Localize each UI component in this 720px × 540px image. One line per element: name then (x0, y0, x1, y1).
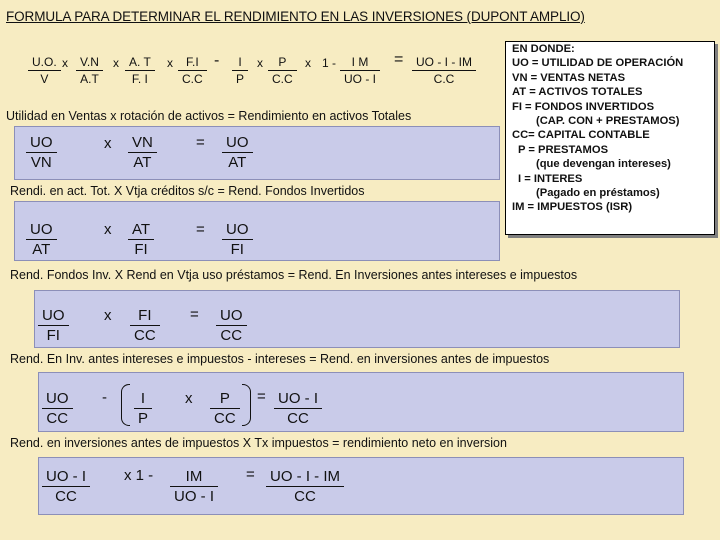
fraction-vn-at: $\frac{V.N}{A.T}$ (76, 54, 103, 87)
legend-line: FI = FONDOS INVERTIDOS (512, 100, 655, 113)
legend-line: (CAP. CON + PRESTAMOS) (536, 115, 680, 128)
equals-operator: = (196, 221, 205, 238)
legend-line: IM = IMPUESTOS (ISR) (512, 201, 633, 214)
equals-operator: = (190, 306, 199, 323)
times-operator: x (104, 307, 112, 324)
legend-line: P = PRESTAMOS (518, 143, 609, 156)
minus-operator: - (102, 389, 107, 406)
minus-operator: - (214, 52, 220, 69)
fraction-uo-at: $\frac{UO}{AT}$ (222, 133, 253, 172)
fraction-fi-cc: $\frac{FI}{CC}$ (130, 306, 160, 345)
equals-operator: = (196, 134, 205, 151)
fraction-p-cc: $\frac{P}{C.C}$ (268, 54, 297, 87)
fraction-uo-fi: $\frac{UO}{FI}$ (38, 306, 69, 345)
left-bracket (121, 384, 130, 426)
fraction-uo-v: $\frac{U.O.}{V}$ (28, 54, 61, 87)
legend-line: VN = VENTAS NETAS (512, 71, 626, 84)
times-operator: x (305, 56, 311, 70)
formula-box-2 (14, 201, 500, 261)
fraction-p-cc: $\frac{P}{CC}$ (210, 389, 240, 428)
fraction-uo-cc: $\frac{UO}{CC}$ (42, 389, 73, 428)
equals-operator: = (394, 51, 404, 68)
times-operator: x (104, 221, 112, 238)
caption-5: Rend. en inversiones antes de impuestos X Tx impuestos = rendimiento neto en inversion (10, 436, 507, 450)
right-bracket (242, 384, 251, 426)
legend-line: I = INTERES (518, 172, 583, 185)
times-operator: x (185, 390, 193, 407)
times-one-minus: x 1 - (124, 467, 154, 484)
legend-line: (que devengan intereses) (536, 158, 671, 171)
caption-3: Rend. Fondos Inv. X Rend en Vtja uso préstamos = Rend. En Inversiones antes intereses e impuestos (10, 268, 578, 282)
fraction-im-uo-i: $\frac{\text{I M}}{UO - I}$ (340, 54, 380, 87)
caption-4: Rend. En Inv. antes intereses e impuestos - intereses = Rend. en inversiones antes de impuestos (10, 352, 550, 366)
one-minus: 1 - (322, 56, 337, 70)
caption-2: Rendi. en act. Tot. X Vtja créditos s/c = Rend. Fondos Invertidos (10, 184, 365, 198)
legend-line: UO = UTILIDAD DE OPERACIÓN (512, 57, 684, 70)
legend-line: CC= CAPITAL CONTABLE (512, 129, 650, 142)
fraction-uo-cc: $\frac{UO}{CC}$ (216, 306, 247, 345)
fraction-im-uo-i: $\frac{IM}{UO - I}$ (170, 467, 218, 506)
fraction-at-fi: $\frac{AT}{FI}$ (128, 220, 154, 259)
fraction-uo-vn: $\frac{UO}{VN}$ (26, 133, 57, 172)
fraction-i-p: $\frac{I}{P}$ (232, 54, 248, 87)
fraction-vn-at: $\frac{VN}{AT}$ (128, 133, 157, 172)
fraction-uo-i-cc: $\frac{UO - I}{CC}$ (42, 467, 90, 506)
fraction-uo-fi: $\frac{UO}{FI}$ (222, 220, 253, 259)
times-operator: x (104, 135, 112, 152)
times-operator: x (113, 56, 119, 70)
equals-operator: = (257, 388, 266, 405)
formula-box-5 (38, 457, 684, 515)
caption-1: Utilidad en Ventas x rotación de activos = Rendimiento en activos Totales (6, 109, 412, 123)
fraction-at-fi: $\frac{A. T}{F. I}$ (125, 54, 155, 87)
page-title: FORMULA PARA DETERMINAR EL RENDIMIENTO EN LAS INVERSIONES (DUPONT AMPLIO) (6, 9, 585, 24)
legend-box (505, 41, 715, 235)
times-operator: x (257, 56, 263, 70)
fraction-uo-at: $\frac{UO}{AT}$ (26, 220, 57, 259)
fraction-uo-i-cc: $\frac{UO - I}{CC}$ (274, 389, 322, 428)
legend-line: AT = ACTIVOS TOTALES (512, 86, 643, 99)
formula-box-1 (14, 126, 500, 180)
times-operator: x (62, 56, 68, 70)
fraction-fi-cc: $\frac{F.I}{C.C}$ (178, 54, 207, 87)
legend-line: (Pagado en préstamos) (536, 187, 660, 200)
fraction-i-p: $\frac{I}{P}$ (134, 389, 152, 428)
legend-line: EN DONDE: (512, 43, 575, 55)
equals-operator: = (246, 466, 255, 483)
fraction-result: $\frac{UO - I - IM}{C.C}$ (412, 54, 476, 87)
times-operator: x (167, 56, 173, 70)
fraction-net-result: $\frac{UO - I - IM}{CC}$ (266, 467, 344, 506)
